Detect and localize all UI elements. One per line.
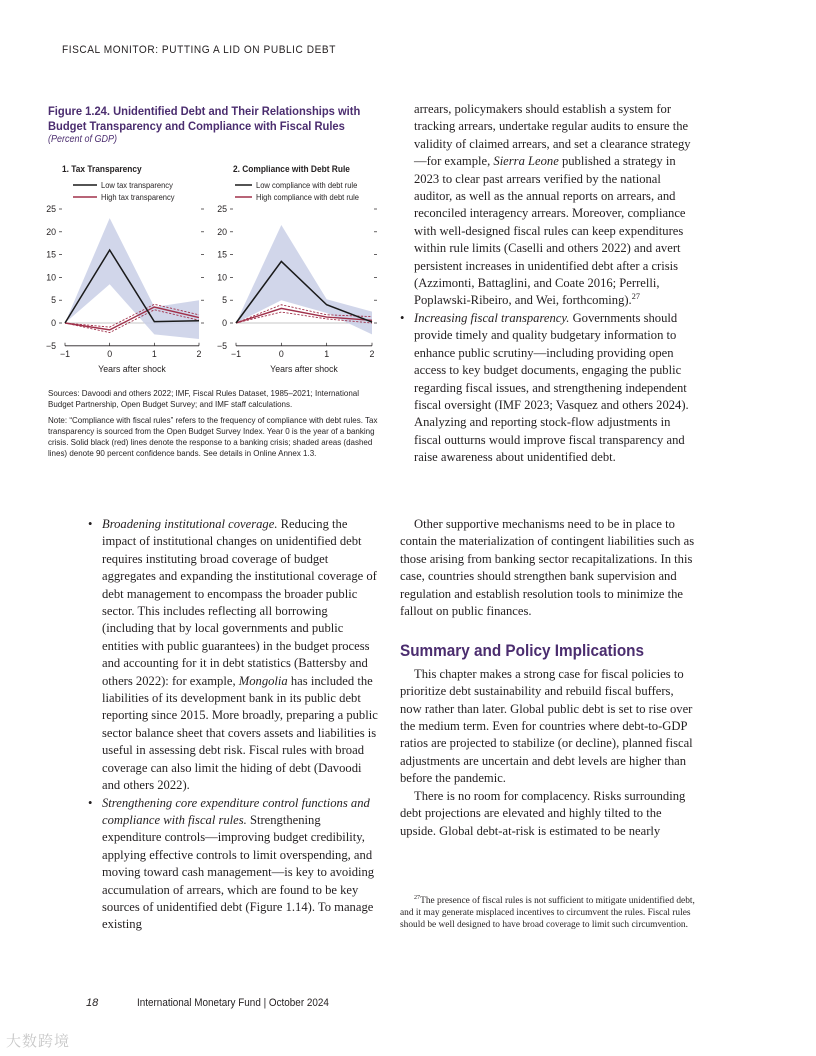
line-high <box>65 307 199 330</box>
right-column-bottom <box>400 516 696 840</box>
figure-title-line-2: Budget Transparency and Compliance with Fiscal Rules <box>48 119 345 133</box>
y-tick-label: −5 <box>216 340 227 351</box>
confidence-band-high-upper <box>65 304 199 327</box>
figure-note: Note: “Compliance with fiscal rules” refers to the frequency of compliance with debt rules. Tax transparency is sourced from the Open Budget Survey Index. Year 0 is the year of a banking crisis. Solid black (red) lines denote the response to a banking crisis; shaded areas (dashed lines) denote 90 percent confidence bands. See details in Online Annex 1.3. <box>48 415 378 458</box>
line-high <box>236 308 372 323</box>
legend-label-low: Low compliance with debt rule <box>256 180 358 191</box>
x-tick-label: 1 <box>151 348 157 359</box>
x-tick-label: 1 <box>324 348 330 359</box>
figure-notes <box>48 388 378 464</box>
y-axis <box>46 204 204 351</box>
figure-sources: Sources: Davoodi and others 2022; IMF, Fiscal Rules Dataset, 1985–2021; International Budget Partnership, Open Budget Survey; and IMF staff calculations. <box>48 388 359 409</box>
y-tick-label: 15 <box>46 249 56 260</box>
paragraph-supportive-mechanisms: Other supportive mechanisms need to be in place to contain the materialization of contingent liabilities such as those arising from banking sector recapitalizations. In this case, countries should strengthen bank supervision and regulation and establish resolution tools to minimize the fallout on public finances. <box>400 517 695 619</box>
y-tick-label: 25 <box>217 204 227 214</box>
x-axis <box>231 343 375 359</box>
confidence-band-high-lower <box>65 310 199 333</box>
confidence-band-high-lower <box>236 312 372 323</box>
plot-area <box>236 225 372 334</box>
y-tick-label: 20 <box>46 226 56 237</box>
y-tick-label: 10 <box>46 272 56 283</box>
footnote-ref-27[interactable]: 27 <box>631 292 640 302</box>
legend-label-high: High compliance with debt rule <box>256 192 359 203</box>
y-tick-label: 5 <box>51 295 56 306</box>
y-tick-label: 5 <box>222 295 227 306</box>
confidence-band-low <box>236 225 372 334</box>
paragraph-arrears: arrears, policymakers should establish a system for tracking arrears, undertake regular audits to ensure the validity of claimed arrears, and set a clearance strategy—for example, Sierra Leone published a strategy in 2023 to clear past arrears verified by the national auditor, as well as the annual reports on arrears, and reconciled interagency arrears. Moreover, compliance with well-designed fiscal rules can keep expenditures within rule limits (Caselli and others 2022) and avert persistent increases in unidentified debt after a crisis (Azzimonti, Battaglini, and Coate 2016; Perrelli, Poplawski-Ribeiro, and Wei, forthcoming).$^{27}$ <box>414 102 691 308</box>
y-tick-label: −5 <box>45 340 56 351</box>
running-head: FISCAL MONITOR: PUTTING A LID ON PUBLIC DEBT <box>62 44 336 56</box>
bullet-fiscal-transparency: • Increasing fiscal transparency. Governments should provide timely and quality budgetary information to enhance public scrutiny—including providing open access to key budget documents, engaging the public regarding fiscal issues, and strengthening independent fiscal oversight (IMF 2023; Vasquez and others 2024). Analyzing and reporting stock-flow adjustments in fiscal outturns would improve fiscal transparency and raise awareness about unidentified debt. <box>414 310 694 467</box>
right-column-top <box>414 101 694 467</box>
y-tick-label: 10 <box>217 272 227 283</box>
x-tick-label: 0 <box>278 348 284 359</box>
y-tick-label: 0 <box>51 318 56 328</box>
y-tick-label: 15 <box>217 249 227 260</box>
x-tick-label: 0 <box>107 348 113 359</box>
x-tick-label: −1 <box>230 348 242 359</box>
x-axis <box>60 343 202 359</box>
x-tick-label: −1 <box>59 348 71 359</box>
section-heading: Summary and Policy Implications <box>400 641 645 661</box>
legend-label-high: High tax transparency <box>101 192 175 203</box>
line-low <box>65 250 199 323</box>
y-tick-label: 20 <box>217 226 227 237</box>
chart-panel-debt-rule-compliance <box>217 164 377 374</box>
chart-panel-tax-transparency <box>46 164 204 374</box>
line-low <box>236 261 372 323</box>
figure-title-line-1: Figure 1.24. Unidentified Debt and Their Relationships with <box>48 104 361 118</box>
y-tick-label: 25 <box>46 204 56 214</box>
watermark: 大数跨境 <box>6 1032 71 1050</box>
footer-publisher: International Monetary Fund | October 2024 <box>137 997 329 1009</box>
confidence-band-low <box>65 218 199 339</box>
legend-label-low: Low tax transparency <box>101 180 173 191</box>
panel-title: 1. Tax Transparency <box>62 163 142 175</box>
x-tick-label: 2 <box>369 348 375 359</box>
figure-subtitle: (Percent of GDP) <box>48 134 118 145</box>
country-mongolia: Mongolia <box>238 673 288 688</box>
x-axis-label: Years after shock <box>98 364 166 374</box>
page-number: 18 <box>86 997 99 1009</box>
y-tick-label: 0 <box>222 318 227 328</box>
paragraph-summary-2: There is no room for complacency. Risks surrounding debt projections are elevated and highly tilted to the upside. Global debt-at-risk is estimated to be nearly <box>400 788 686 838</box>
left-column <box>102 516 382 934</box>
country-sierra-leone: Sierra Leone <box>493 154 559 169</box>
figure-title <box>48 104 361 134</box>
y-axis <box>217 204 377 351</box>
bullet-expenditure-control: • Strengthening core expenditure control functions and compliance with fiscal rules. Strengthening expenditure controls—improving budget credibility, applying effective controls to limit overspending, and moving toward cash management—is key to avoiding accumulation of arrears, which are found to be key sources of unidentified debt (Figure 1.14). To manage existing <box>102 795 382 934</box>
confidence-band-high-upper <box>236 305 372 323</box>
paragraph-summary-1: This chapter makes a strong case for fiscal policies to prioritize debt sustainability and rebuild fiscal buffers, now rather than later. Global public debt is set to rise over the medium term. Even for countries where debt-to-GDP ratios are projected to stabilize (or decline), planned fiscal adjustments are uncertain and debt levels are higher than before the pandemic. <box>400 666 693 786</box>
bullet-institutional-coverage: • Broadening institutional coverage. Reducing the impact of institutional changes on unidentified debt requires instituting broad coverage of budget aggregates and expanding the institutional coverage of debt management to encompass the broader public sector. This includes reflecting all borrowing (including that by local governments and public entities with public guarantees) in the budget process and accounting for it in debt statistics (Battersby and others 2022): for example, Mongolia has included the liabilities of its development bank in its public debt reporting since 2015. More broadly, preparing a public sector balance sheet that covers assets and liabilities is useful in assessing debt risk. Fiscal rules with broad coverage can also limit the hiding of debt (Davoodi and others 2022). <box>102 516 382 795</box>
footnote <box>400 895 700 931</box>
x-tick-label: 2 <box>196 348 202 359</box>
plot-area <box>65 218 199 339</box>
footnote-number: 27 <box>414 894 421 901</box>
footnote-text: The presence of fiscal rules is not sufficient to mitigate unidentified debt, and it may generate misplaced incentives to circumvent the rules. Fiscal rules should be well designed to have broad coverage to limit such circumvention. <box>400 896 695 930</box>
panel-title: 2. Compliance with Debt Rule <box>233 163 350 175</box>
x-axis-label: Years after shock <box>270 364 338 374</box>
